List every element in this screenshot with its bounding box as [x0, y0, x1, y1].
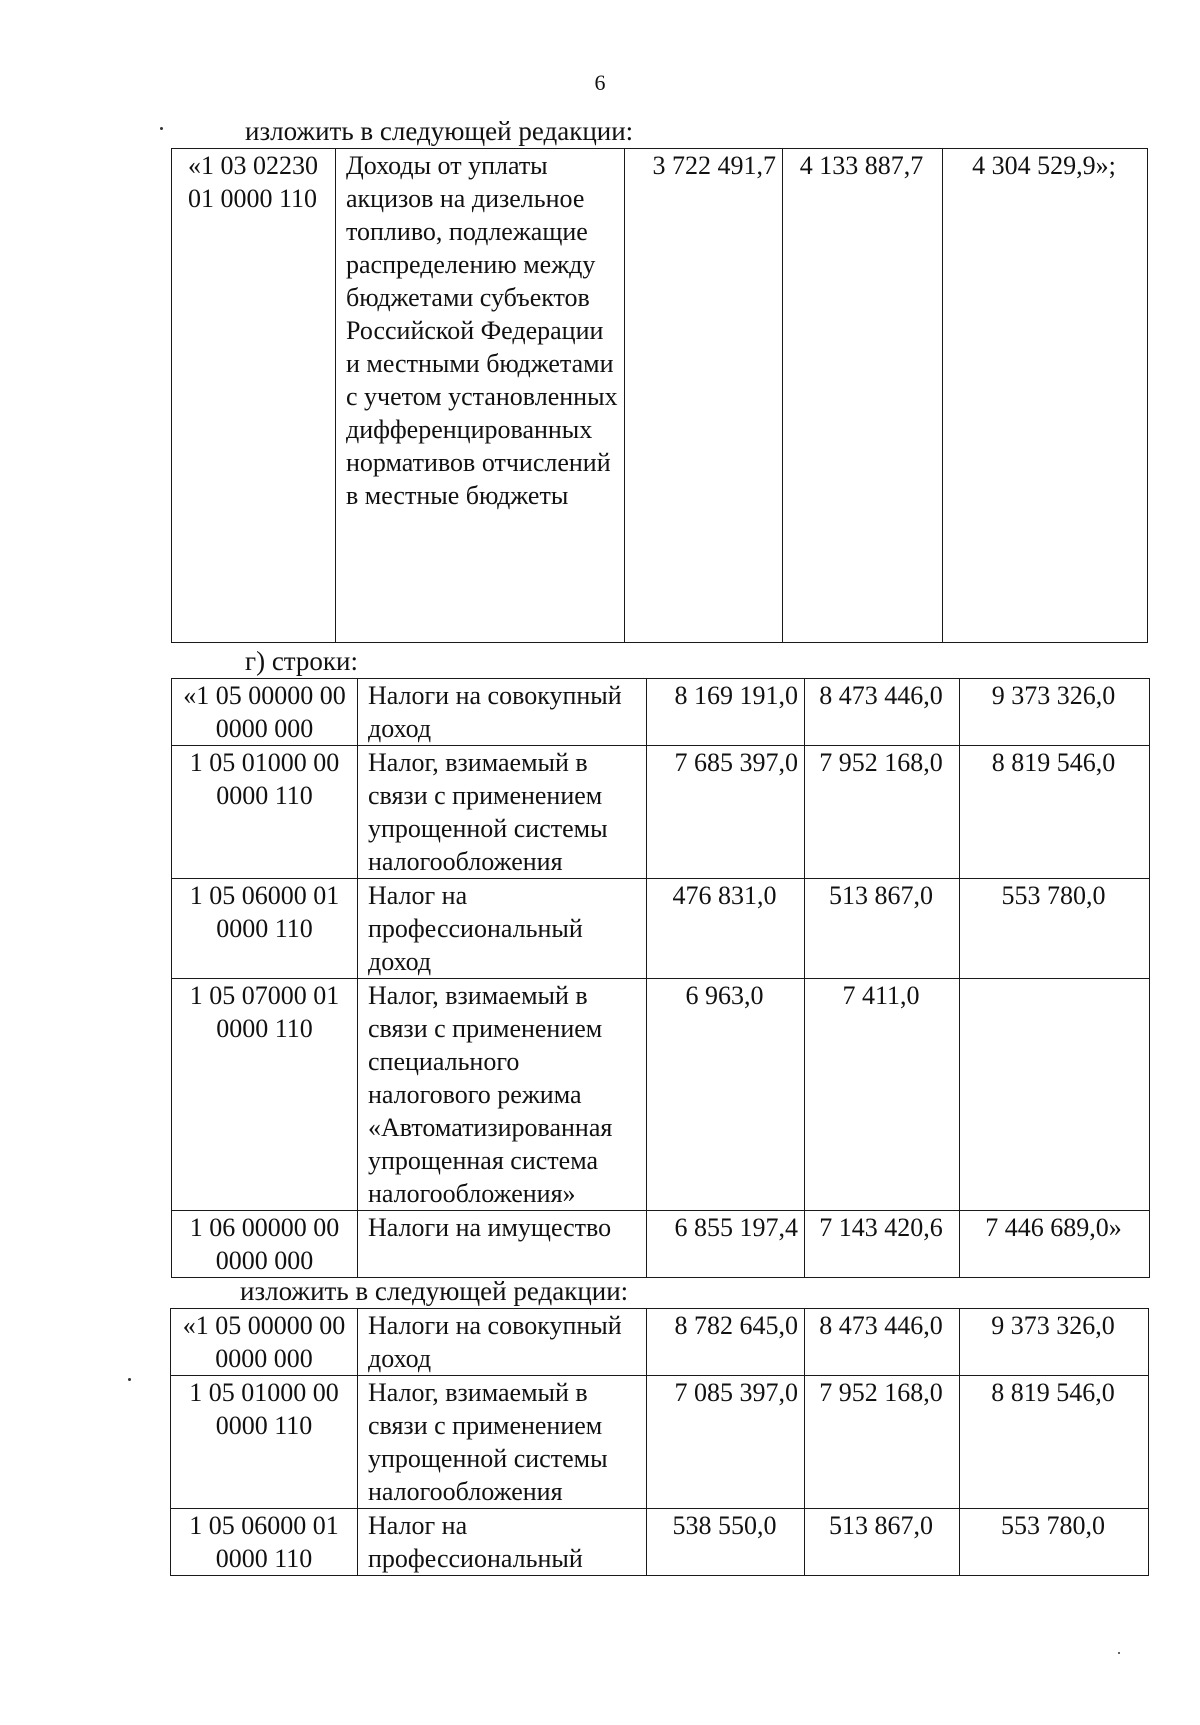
scan-speck [128, 1378, 131, 1381]
row-value-3 [960, 979, 1150, 1211]
scan-speck [1118, 1652, 1120, 1654]
table-row [172, 149, 1148, 643]
scan-speck [160, 127, 163, 130]
page-number: 6 [594, 70, 606, 95]
row-value-1: 7 085 397,0 [647, 1376, 805, 1509]
row-name: Налоги на имущество [358, 1211, 647, 1278]
row-value-3: 4 304 529,9»; [943, 149, 1148, 643]
row-name: Доходы от уплаты акцизов на дизельное топливо, подлежащие распределению между бюджетами субъектов Российской Федерации и местными бюджетами с учетом установленных дифференцированных нормативов отчислений в местные бюджеты [336, 149, 625, 643]
row-value-3: 7 446 689,0» [960, 1211, 1150, 1278]
row-code: «1 05 00000 00 0000 000 [172, 679, 358, 746]
table-row [172, 1211, 1150, 1278]
row-value-2: 513 867,0 [805, 1509, 960, 1576]
row-code: «1 05 00000 00 0000 000 [171, 1309, 358, 1376]
table-row [172, 979, 1150, 1211]
row-value-2: 4 133 887,7 [783, 149, 943, 643]
row-value-3: 8 819 546,0 [960, 746, 1150, 879]
table-row [171, 1509, 1149, 1576]
table-row [171, 1309, 1149, 1376]
row-name: Налоги на совокупный доход [358, 1309, 647, 1376]
table-lines-old [171, 678, 1150, 1278]
table-lines-new [170, 1308, 1149, 1576]
row-code: 1 05 06000 01 0000 110 [172, 879, 358, 979]
row-value-1: 476 831,0 [647, 879, 805, 979]
table-row [172, 746, 1150, 879]
row-value-1: 6 963,0 [647, 979, 805, 1211]
caption-lines: г) строки: [245, 646, 358, 676]
row-value-1: 6 855 197,4 [647, 1211, 805, 1278]
row-code: «1 03 02230 01 0000 110 [172, 149, 336, 643]
row-value-2: 7 411,0 [805, 979, 960, 1211]
table-row [171, 1376, 1149, 1509]
row-name: Налог, взимаемый в связи с применением упрощенной системы налогообложения [358, 1376, 647, 1509]
row-name: Налоги на совокупный доход [358, 679, 647, 746]
row-code: 1 05 01000 00 0000 110 [171, 1376, 358, 1509]
row-value-1: 8 782 645,0 [647, 1309, 805, 1376]
row-name: Налог, взимаемый в связи с применением специального налогового режима «Автоматизированная упрощенная система налогообложения» [358, 979, 647, 1211]
row-value-2: 8 473 446,0 [805, 679, 960, 746]
row-name: Налог на профессиональный доход [358, 879, 647, 979]
row-value-3: 8 819 546,0 [960, 1376, 1149, 1509]
row-value-1: 3 722 491,7 [625, 149, 783, 643]
row-name: Налог, взимаемый в связи с применением упрощенной системы налогообложения [358, 746, 647, 879]
row-code: 1 05 01000 00 0000 110 [172, 746, 358, 879]
row-value-3: 9 373 326,0 [960, 679, 1150, 746]
row-value-1: 8 169 191,0 [647, 679, 805, 746]
row-value-2: 513 867,0 [805, 879, 960, 979]
row-value-1: 538 550,0 [647, 1509, 805, 1576]
row-code: 1 06 00000 00 0000 000 [172, 1211, 358, 1278]
row-code: 1 05 07000 01 0000 110 [172, 979, 358, 1211]
row-code: 1 05 06000 01 0000 110 [171, 1509, 358, 1576]
caption-new-edition-2: изложить в следующей редакции: [240, 1276, 629, 1306]
row-value-2: 8 473 446,0 [805, 1309, 960, 1376]
table-row [172, 679, 1150, 746]
row-value-1: 7 685 397,0 [647, 746, 805, 879]
row-value-2: 7 952 168,0 [805, 1376, 960, 1509]
row-value-3: 9 373 326,0 [960, 1309, 1149, 1376]
row-value-3: 553 780,0 [960, 879, 1150, 979]
row-name: Налог на профессиональный [358, 1509, 647, 1576]
table-row [172, 879, 1150, 979]
caption-new-edition-1: изложить в следующей редакции: [245, 116, 634, 146]
row-value-3: 553 780,0 [960, 1509, 1149, 1576]
row-value-2: 7 952 168,0 [805, 746, 960, 879]
table-excise-revenue [171, 148, 1148, 643]
row-value-2: 7 143 420,6 [805, 1211, 960, 1278]
